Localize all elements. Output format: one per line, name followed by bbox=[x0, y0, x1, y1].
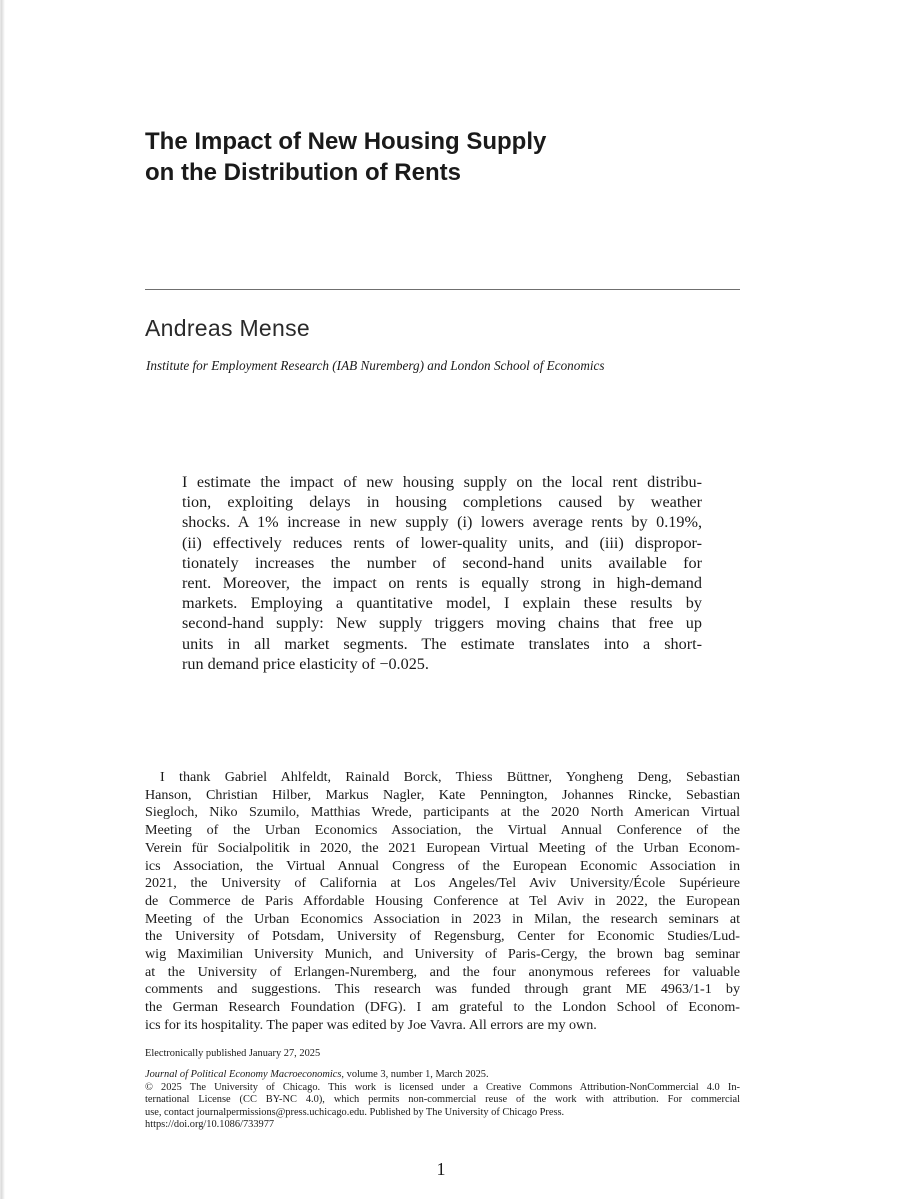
article-title bbox=[145, 126, 745, 188]
acknowledgment-line: I thank Gabriel Ahlfeldt, Rainald Borck, Thiess Büttner, Yongheng Deng, Sebastian bbox=[160, 769, 740, 785]
title-divider bbox=[145, 289, 740, 290]
license-line: ternational License (CC BY-NC 4.0), which permits non-commercial reuse of the work with attribution. For commercial bbox=[145, 1094, 740, 1106]
journal-citation bbox=[145, 1069, 740, 1082]
abstract-line: run demand price elasticity of −0.025. bbox=[182, 654, 429, 673]
abstract-line: tionately increases the number of second-hand units available for bbox=[182, 553, 702, 572]
page-edge-shadow bbox=[1, 0, 5, 1199]
acknowledgment-line: 2021, the University of California at Los Angeles/Tel Aviv University/École Supérieure bbox=[145, 875, 740, 892]
abstract-line: rent. Moreover, the impact on rents is equally strong in high-demand bbox=[182, 574, 702, 593]
acknowledgment-line: de Commerce de Paris Affordable Housing Conference at Tel Aviv in 2022, the European bbox=[145, 892, 740, 909]
acknowledgments bbox=[145, 769, 740, 1035]
abstract-line: units in all market segments. The estimate translates into a short- bbox=[182, 634, 702, 653]
publication-metadata bbox=[145, 1069, 740, 1132]
title-line: on the Distribution of Rents bbox=[145, 159, 461, 186]
publication-date: Electronically published January 27, 2025 bbox=[145, 1048, 321, 1059]
acknowledgment-line: ics for its hospitality. The paper was edited by Joe Vavra. All errors are my own. bbox=[145, 1016, 597, 1033]
acknowledgment-line: ics Association, the Virtual Annual Congress of the European Economic Association in bbox=[145, 857, 740, 874]
acknowledgment-line: at the University of Erlangen-Nuremberg, and the four anonymous referees for valuable bbox=[145, 963, 740, 980]
acknowledgment-line: wig Maximilian University Munich, and University of Paris-Cergy, the brown bag seminar bbox=[145, 946, 740, 963]
doi-link[interactable]: https://doi.org/10.1086/733977 bbox=[145, 1119, 275, 1131]
acknowledgment-line: Verein für Socialpolitik in 2020, the 2021 European Virtual Meeting of the Urban Econom- bbox=[145, 839, 740, 856]
abstract-line: (ii) effectively reduces rents of lower-quality units, and (iii) dispropor- bbox=[182, 533, 702, 552]
abstract-line: shocks. A 1% increase in new supply (i) lowers average rents by 0.19%, bbox=[182, 513, 702, 532]
abstract-line: second-hand supply: New supply triggers moving chains that free up bbox=[182, 614, 702, 633]
abstract-line: tion, exploiting delays in housing completions caused by weather bbox=[182, 493, 702, 512]
acknowledgment-line: Meeting of the Urban Economics Association, the Virtual Annual Conference of the bbox=[145, 822, 740, 839]
abstract-line: markets. Employing a quantitative model, I explain these results by bbox=[182, 594, 702, 613]
abstract bbox=[182, 472, 702, 674]
title-line: The Impact of New Housing Supply bbox=[145, 128, 547, 155]
abstract-line: I estimate the impact of new housing supply on the local rent distribu- bbox=[182, 473, 702, 491]
acknowledgment-line: Siegloch, Niko Szumilo, Matthias Wrede, participants at the 2020 North American Virtual bbox=[145, 804, 740, 821]
page-number: 1 bbox=[436, 1159, 446, 1179]
acknowledgment-line: Hanson, Christian Hilber, Markus Nagler, Kate Pennington, Johannes Rincke, Sebastian bbox=[145, 786, 740, 803]
license-line: © 2025 The University of Chicago. This work is licensed under a Creative Commons Attribution-NonCommercial 4.0 In- bbox=[145, 1081, 740, 1093]
journal-name: Journal of Political Economy Macroeconomics bbox=[145, 1069, 342, 1080]
acknowledgment-line: the German Research Foundation (DFG). I am grateful to the London School of Econom- bbox=[145, 999, 740, 1016]
author-affiliation: Institute for Employment Research (IAB Nuremberg) and London School of Economics bbox=[146, 358, 605, 373]
journal-volume: , volume 3, number 1, March 2025. bbox=[341, 1069, 489, 1080]
acknowledgment-line: the University of Potsdam, University of Regensburg, Center for Economic Studies/Lud- bbox=[145, 928, 740, 945]
acknowledgment-line: Meeting of the Urban Economics Association in 2023 in Milan, the research seminars at bbox=[145, 910, 740, 927]
author-name: Andreas Mense bbox=[145, 315, 310, 341]
license-line: use, contact journalpermissions@press.uchicago.edu. Published by The University of Chicago Press. bbox=[145, 1106, 565, 1118]
acknowledgment-line: comments and suggestions. This research was funded through grant ME 4963/1-1 by bbox=[145, 981, 740, 998]
